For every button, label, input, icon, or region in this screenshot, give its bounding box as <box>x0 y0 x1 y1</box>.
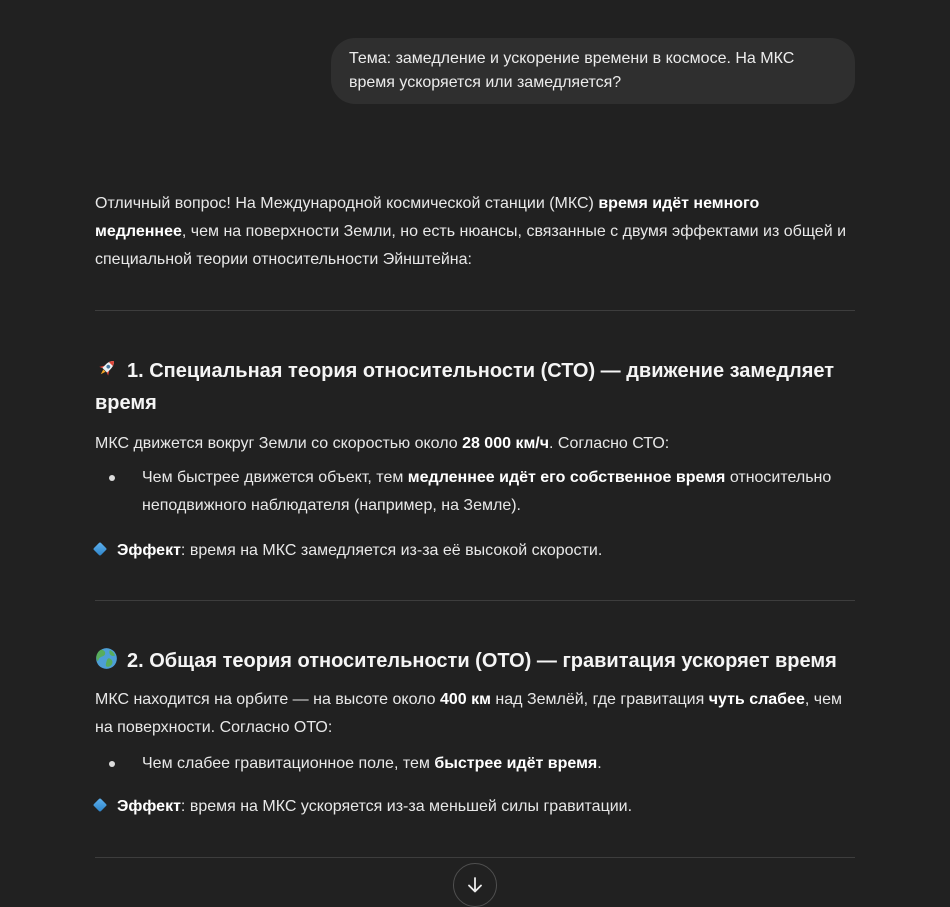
section-divider <box>95 857 855 858</box>
section-2-title: 2. Общая теория относительности (ОТО) — гравитация ускоряет время <box>127 650 837 672</box>
rocket-icon <box>95 357 118 380</box>
small-blue-diamond-icon <box>93 542 107 556</box>
effect-text: : время на МКС ускоряется из-за меньшей силы гравитации. <box>180 798 633 815</box>
section-1-effect <box>95 537 855 565</box>
list-item-text: Чем слабее гравитационное поле, тем быстрее идёт время. <box>142 755 602 772</box>
bullet-dot-icon <box>109 761 115 767</box>
section-2-heading <box>95 645 855 677</box>
section-1-list <box>95 464 855 520</box>
section-divider <box>95 310 855 311</box>
globe-icon <box>95 647 118 670</box>
user-message-text: Тема: замедление и ускорение времени в космосе. На МКС время ускоряется или замедляется? <box>349 50 795 91</box>
effect-text: : время на МКС замедляется из-за её высокой скорости. <box>180 542 603 559</box>
bullet-dot-icon <box>109 475 115 481</box>
scroll-to-bottom-button[interactable] <box>453 863 497 907</box>
section-divider <box>95 600 855 601</box>
user-message-bubble <box>331 38 855 104</box>
section-2-effect <box>95 793 855 821</box>
effect-label: Эффект <box>117 798 181 815</box>
down-arrow-icon <box>464 874 486 896</box>
section-1-paragraph: МКС движется вокруг Земли со скоростью около 28 000 км/ч. Согласно СТО: <box>95 435 670 452</box>
list-item <box>95 750 855 778</box>
small-blue-diamond-icon <box>93 798 107 812</box>
section-2-list <box>95 750 855 778</box>
chat-conversation <box>95 38 855 858</box>
effect-label: Эффект <box>117 542 181 559</box>
section-2-paragraph: МКС находится на орбите — на высоте около 400 км над Землёй, где гравитация чуть слабее, чем на поверхности. Согласно ОТО: <box>95 691 842 736</box>
assistant-message <box>95 190 855 858</box>
section-1-title: 1. Специальная теория относительности (СТО) — движение замедляет время <box>95 360 835 414</box>
user-message-row <box>95 38 855 104</box>
list-item <box>95 464 855 520</box>
intro-paragraph: Отличный вопрос! На Международной космической станции (МКС) время идёт немного медленнее, чем на поверхности Земли, но есть нюансы, связанные с двумя эффектами из общей и специальной теории относительности Эйнштейна: <box>95 195 847 268</box>
list-item-text: Чем быстрее движется объект, тем медленнее идёт его собственное время относительно неподвижного наблюдателя (например, на Земле). <box>142 469 832 514</box>
section-1-heading <box>95 355 855 419</box>
